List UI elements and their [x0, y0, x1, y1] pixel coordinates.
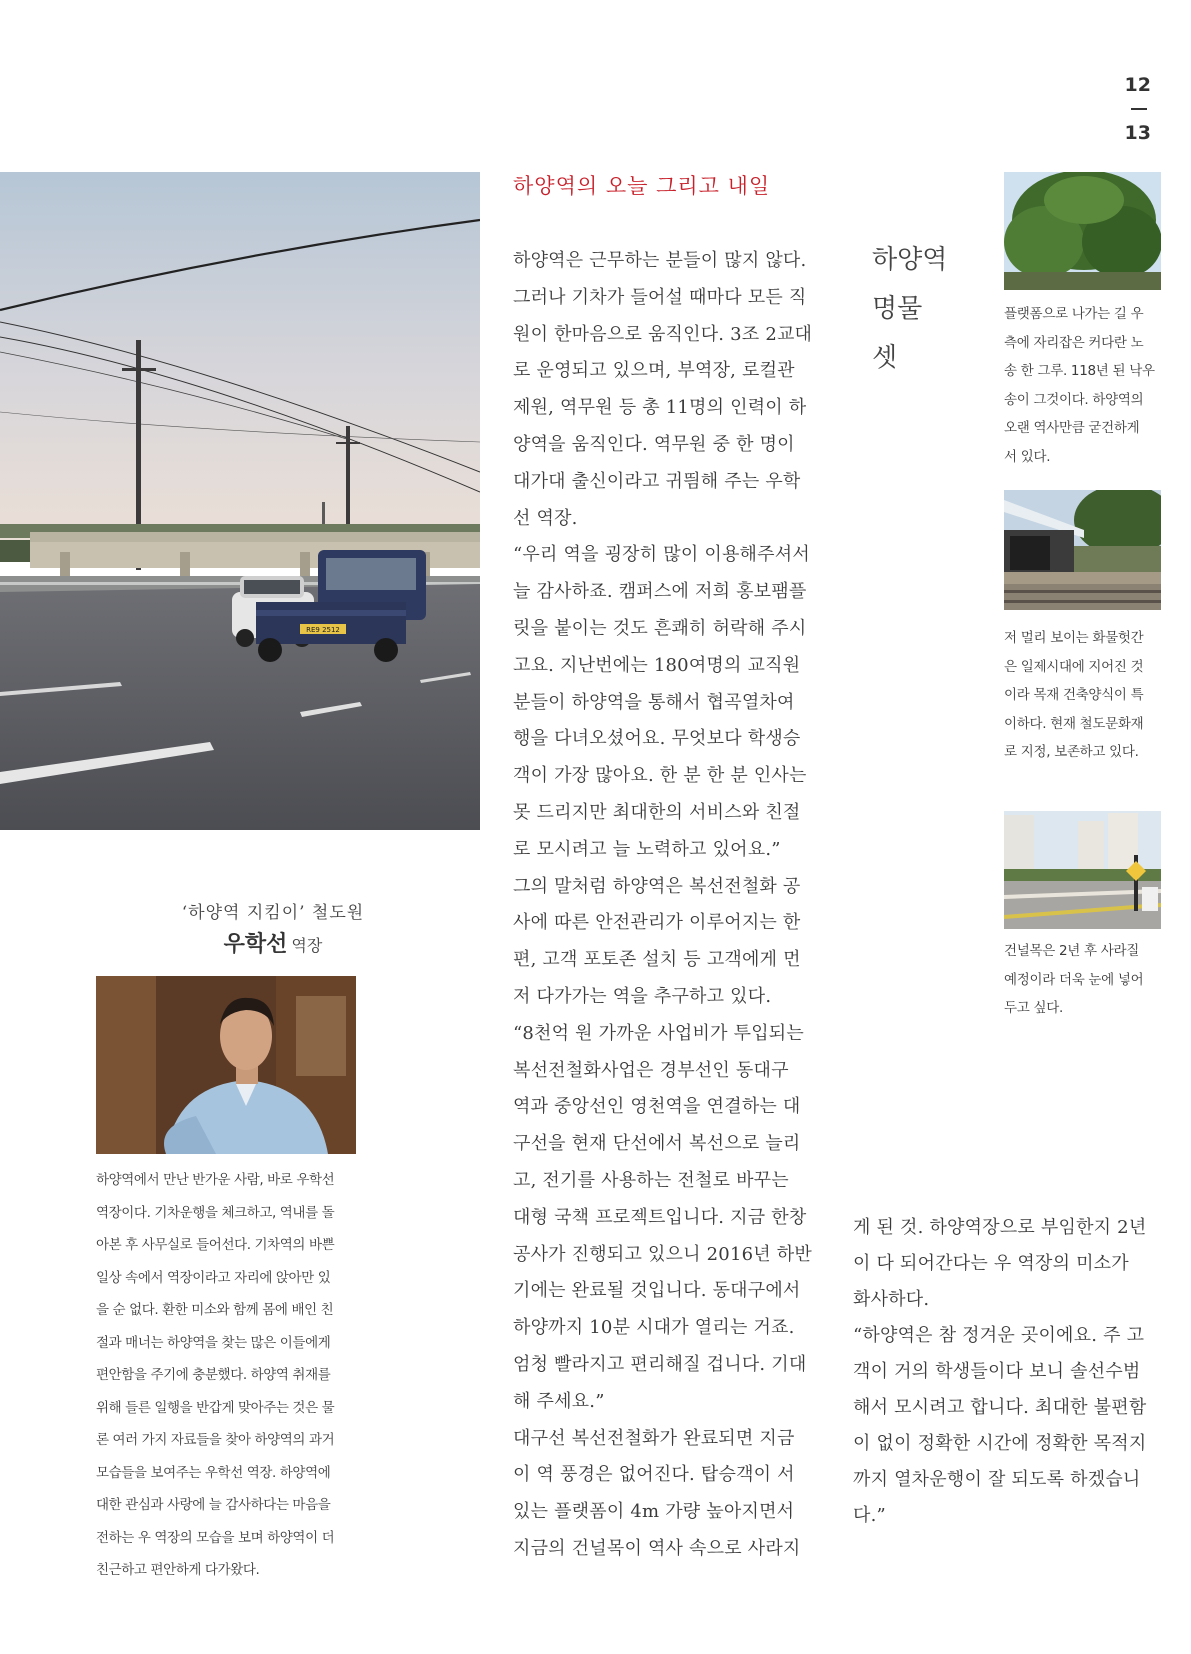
main-article-column: [513, 243, 823, 1568]
article-line: 그의 말처럼 하양역은 복선전철화 공: [513, 875, 801, 897]
article-line: 지금의 건널목이 역사 속으로 사라지: [513, 1537, 801, 1559]
article-line: 이 다 되어간다는 우 역장의 미소가: [853, 1253, 1129, 1274]
article-line: 제원, 역무원 등 총 11명의 인력이 하: [513, 397, 807, 419]
caption-line: 측에 자리잡은 커다란 노: [1004, 334, 1144, 351]
profile-subtitle: ‘하양역 지킴이’ 철도원: [181, 903, 365, 923]
article-line: “하양역은 참 정겨운 곳이에요. 주 고: [853, 1325, 1145, 1346]
caption-line: 플랫폼으로 나가는 길 우: [1004, 306, 1144, 322]
article-line: 공사가 진행되고 있으니 2016년 하반: [513, 1243, 812, 1265]
profile-text-line: 전하는 우 역장의 모습을 보며 하양역이 더: [96, 1529, 335, 1546]
page-number-left: 12: [1124, 74, 1151, 96]
article-line: 하양역은 근무하는 분들이 많지 않다.: [513, 250, 807, 271]
pine-tree-photo: [1004, 172, 1161, 290]
article-line: 대구선 복선전철화가 완료되면 지금: [513, 1427, 795, 1449]
station-master-portrait: [96, 976, 356, 1154]
article-line: 분들이 하양역을 통해서 협곡열차여: [513, 691, 795, 713]
article-line: 구선을 현재 단선에서 복선으로 늘리: [513, 1133, 801, 1155]
article-line: 선 역장.: [513, 507, 578, 529]
article-line: 객이 가장 많아요. 한 분 한 분 인사는: [513, 765, 807, 787]
article-line: 객이 거의 학생들이다 보니 솔선수범: [853, 1361, 1141, 1382]
side-heading-line: 명물: [872, 294, 923, 324]
article-line: 까지 열차운행이 잘 되도록 하겠습니: [853, 1469, 1141, 1490]
article-line: 고요. 지난번에는 180여명의 교직원: [513, 654, 801, 676]
profile-name: 우학선: [223, 931, 288, 957]
article-line: 복선전철화사업은 경부선인 동대구: [513, 1059, 789, 1081]
article-line: 고, 전기를 사용하는 전철로 바꾸는: [513, 1169, 789, 1191]
article-line: 그러나 기차가 들어설 때마다 모든 직: [513, 286, 807, 308]
article-line: 기에는 완료될 것입니다. 동대구에서: [513, 1280, 801, 1302]
article-line: 해 주세요.”: [513, 1390, 605, 1412]
caption-freight-shed: [1004, 624, 1166, 767]
profile-role: 역장: [291, 936, 323, 955]
article-line: 이 역 풍경은 없어진다. 탑승객이 서: [513, 1464, 795, 1486]
article-line: 화사하다.: [853, 1289, 930, 1310]
profile-text-line: 을 순 없다. 환한 미소와 함께 몸에 배인 친: [96, 1302, 334, 1318]
profile-text-line: 하양역에서 만난 반가운 사람, 바로 우학선: [96, 1172, 335, 1188]
side-heading-line: 하양역: [872, 245, 948, 275]
road-photo: [0, 172, 480, 830]
article-line: 엄청 빨라지고 편리해질 겁니다. 기대: [513, 1353, 807, 1375]
article-line: 못 드리지만 최대한의 서비스와 친절: [513, 801, 801, 823]
caption-line: 오랜 역사만큼 굳건하게: [1004, 420, 1140, 437]
railroad-crossing-photo: [1004, 811, 1161, 929]
caption-pine-tree: [1004, 300, 1166, 472]
article-line: 있는 플랫폼이 4m 가량 높아지면서: [513, 1501, 795, 1523]
profile-text-line: 역장이다. 기차운행을 체크하고, 역내를 돌: [96, 1204, 335, 1221]
page-number-divider: [1131, 108, 1147, 110]
article-line: 저 다가가는 역을 추구하고 있다.: [513, 985, 772, 1007]
article-line: 해서 모시려고 합니다. 최대한 불편함: [853, 1397, 1147, 1418]
continuation-column: [853, 1210, 1163, 1534]
profile-text-line: 대한 관심과 사랑에 늘 감사하다는 마음을: [96, 1497, 331, 1513]
profile-text-line: 위해 들른 일행을 반갑게 맞아주는 것은 물: [96, 1399, 335, 1416]
profile-text-line: 친근하고 편안하게 다가왔다.: [96, 1562, 260, 1578]
article-line: 대가대 출신이라고 귀띔해 주는 우학: [513, 470, 801, 492]
side-heading: [872, 236, 947, 383]
freight-shed-photo: [1004, 490, 1161, 610]
caption-line: 저 멀리 보이는 화물헛간: [1004, 630, 1144, 646]
truck-license-plate: RE9 2512: [306, 626, 340, 634]
article-line: “우리 역을 굉장히 많이 이용해주셔서: [513, 544, 810, 566]
caption-line: 은 일제시대에 지어진 것: [1004, 658, 1144, 675]
profile-text-line: 일상 속에서 역장이라고 자리에 앉아만 있: [96, 1269, 331, 1286]
side-heading-line: 셋: [872, 343, 898, 373]
caption-line: 이하다. 현재 철도문화재: [1004, 715, 1144, 732]
article-line: 역과 중앙선인 영천역을 연결하는 대: [513, 1096, 801, 1118]
caption-line: 이라 목재 건축양식이 특: [1004, 687, 1144, 704]
caption-line: 건널목은 2년 후 사라질: [1004, 943, 1139, 959]
article-line: 행을 다녀오셨어요. 무엇보다 학생승: [513, 728, 801, 750]
profile-description: [96, 1164, 356, 1587]
article-line: 사에 따른 안전관리가 이루어지는 한: [513, 912, 801, 934]
article-line: 로 운영되고 있으며, 부역장, 로컬관: [513, 360, 795, 382]
page-number-right: 13: [1124, 122, 1151, 144]
section-title: 하양역의 오늘 그리고 내일: [513, 174, 771, 198]
article-line: 다.”: [853, 1505, 886, 1526]
caption-line: 로 지정, 보존하고 있다.: [1004, 744, 1139, 761]
article-line: 대형 국책 프로젝트입니다. 지금 한창: [513, 1206, 807, 1228]
article-line: 편, 고객 포토존 설치 등 고객에게 먼: [513, 949, 801, 971]
article-line: 이 없이 정확한 시간에 정확한 목적지: [853, 1433, 1147, 1454]
caption-line: 송 한 그루. 118년 된 낙우: [1004, 363, 1155, 380]
article-line: 하양까지 10분 시대가 열리는 거죠.: [513, 1317, 795, 1339]
article-line: 게 된 것. 하양역장으로 부임한지 2년: [853, 1217, 1147, 1238]
caption-line: 서 있다.: [1004, 448, 1051, 465]
article-line: 원이 한마음으로 움직인다. 3조 2교대: [513, 323, 813, 345]
article-line: 늘 감사하죠. 캠퍼스에 저희 홍보팸플: [513, 581, 807, 603]
profile-text-line: 절과 매너는 하양역을 찾는 많은 이들에게: [96, 1334, 331, 1351]
profile-text-line: 론 여러 가지 자료들을 찾아 하양역의 과거: [96, 1432, 335, 1448]
caption-railroad-crossing: [1004, 937, 1166, 1023]
article-line: 양역을 움직인다. 역무원 중 한 명이: [513, 433, 795, 455]
caption-line: 송이 그것이다. 하양역의: [1004, 391, 1144, 408]
profile-text-line: 편안함을 주기에 충분했다. 하양역 취재를: [96, 1367, 331, 1383]
caption-line: 예정이라 더욱 눈에 넣어: [1004, 971, 1144, 988]
profile-name-line: [96, 927, 450, 958]
article-line: 릿을 붙이는 것도 흔쾌히 허락해 주시: [513, 617, 807, 639]
article-line: “8천억 원 가까운 사업비가 투입되는: [513, 1022, 804, 1044]
profile-text-line: 모습들을 보여주는 우학선 역장. 하양역에: [96, 1464, 331, 1481]
caption-line: 두고 싶다.: [1004, 1000, 1063, 1017]
profile-text-line: 아본 후 사무실로 들어선다. 기차역의 바쁜: [96, 1237, 335, 1253]
article-line: 로 모시려고 늘 노력하고 있어요.”: [513, 838, 781, 860]
